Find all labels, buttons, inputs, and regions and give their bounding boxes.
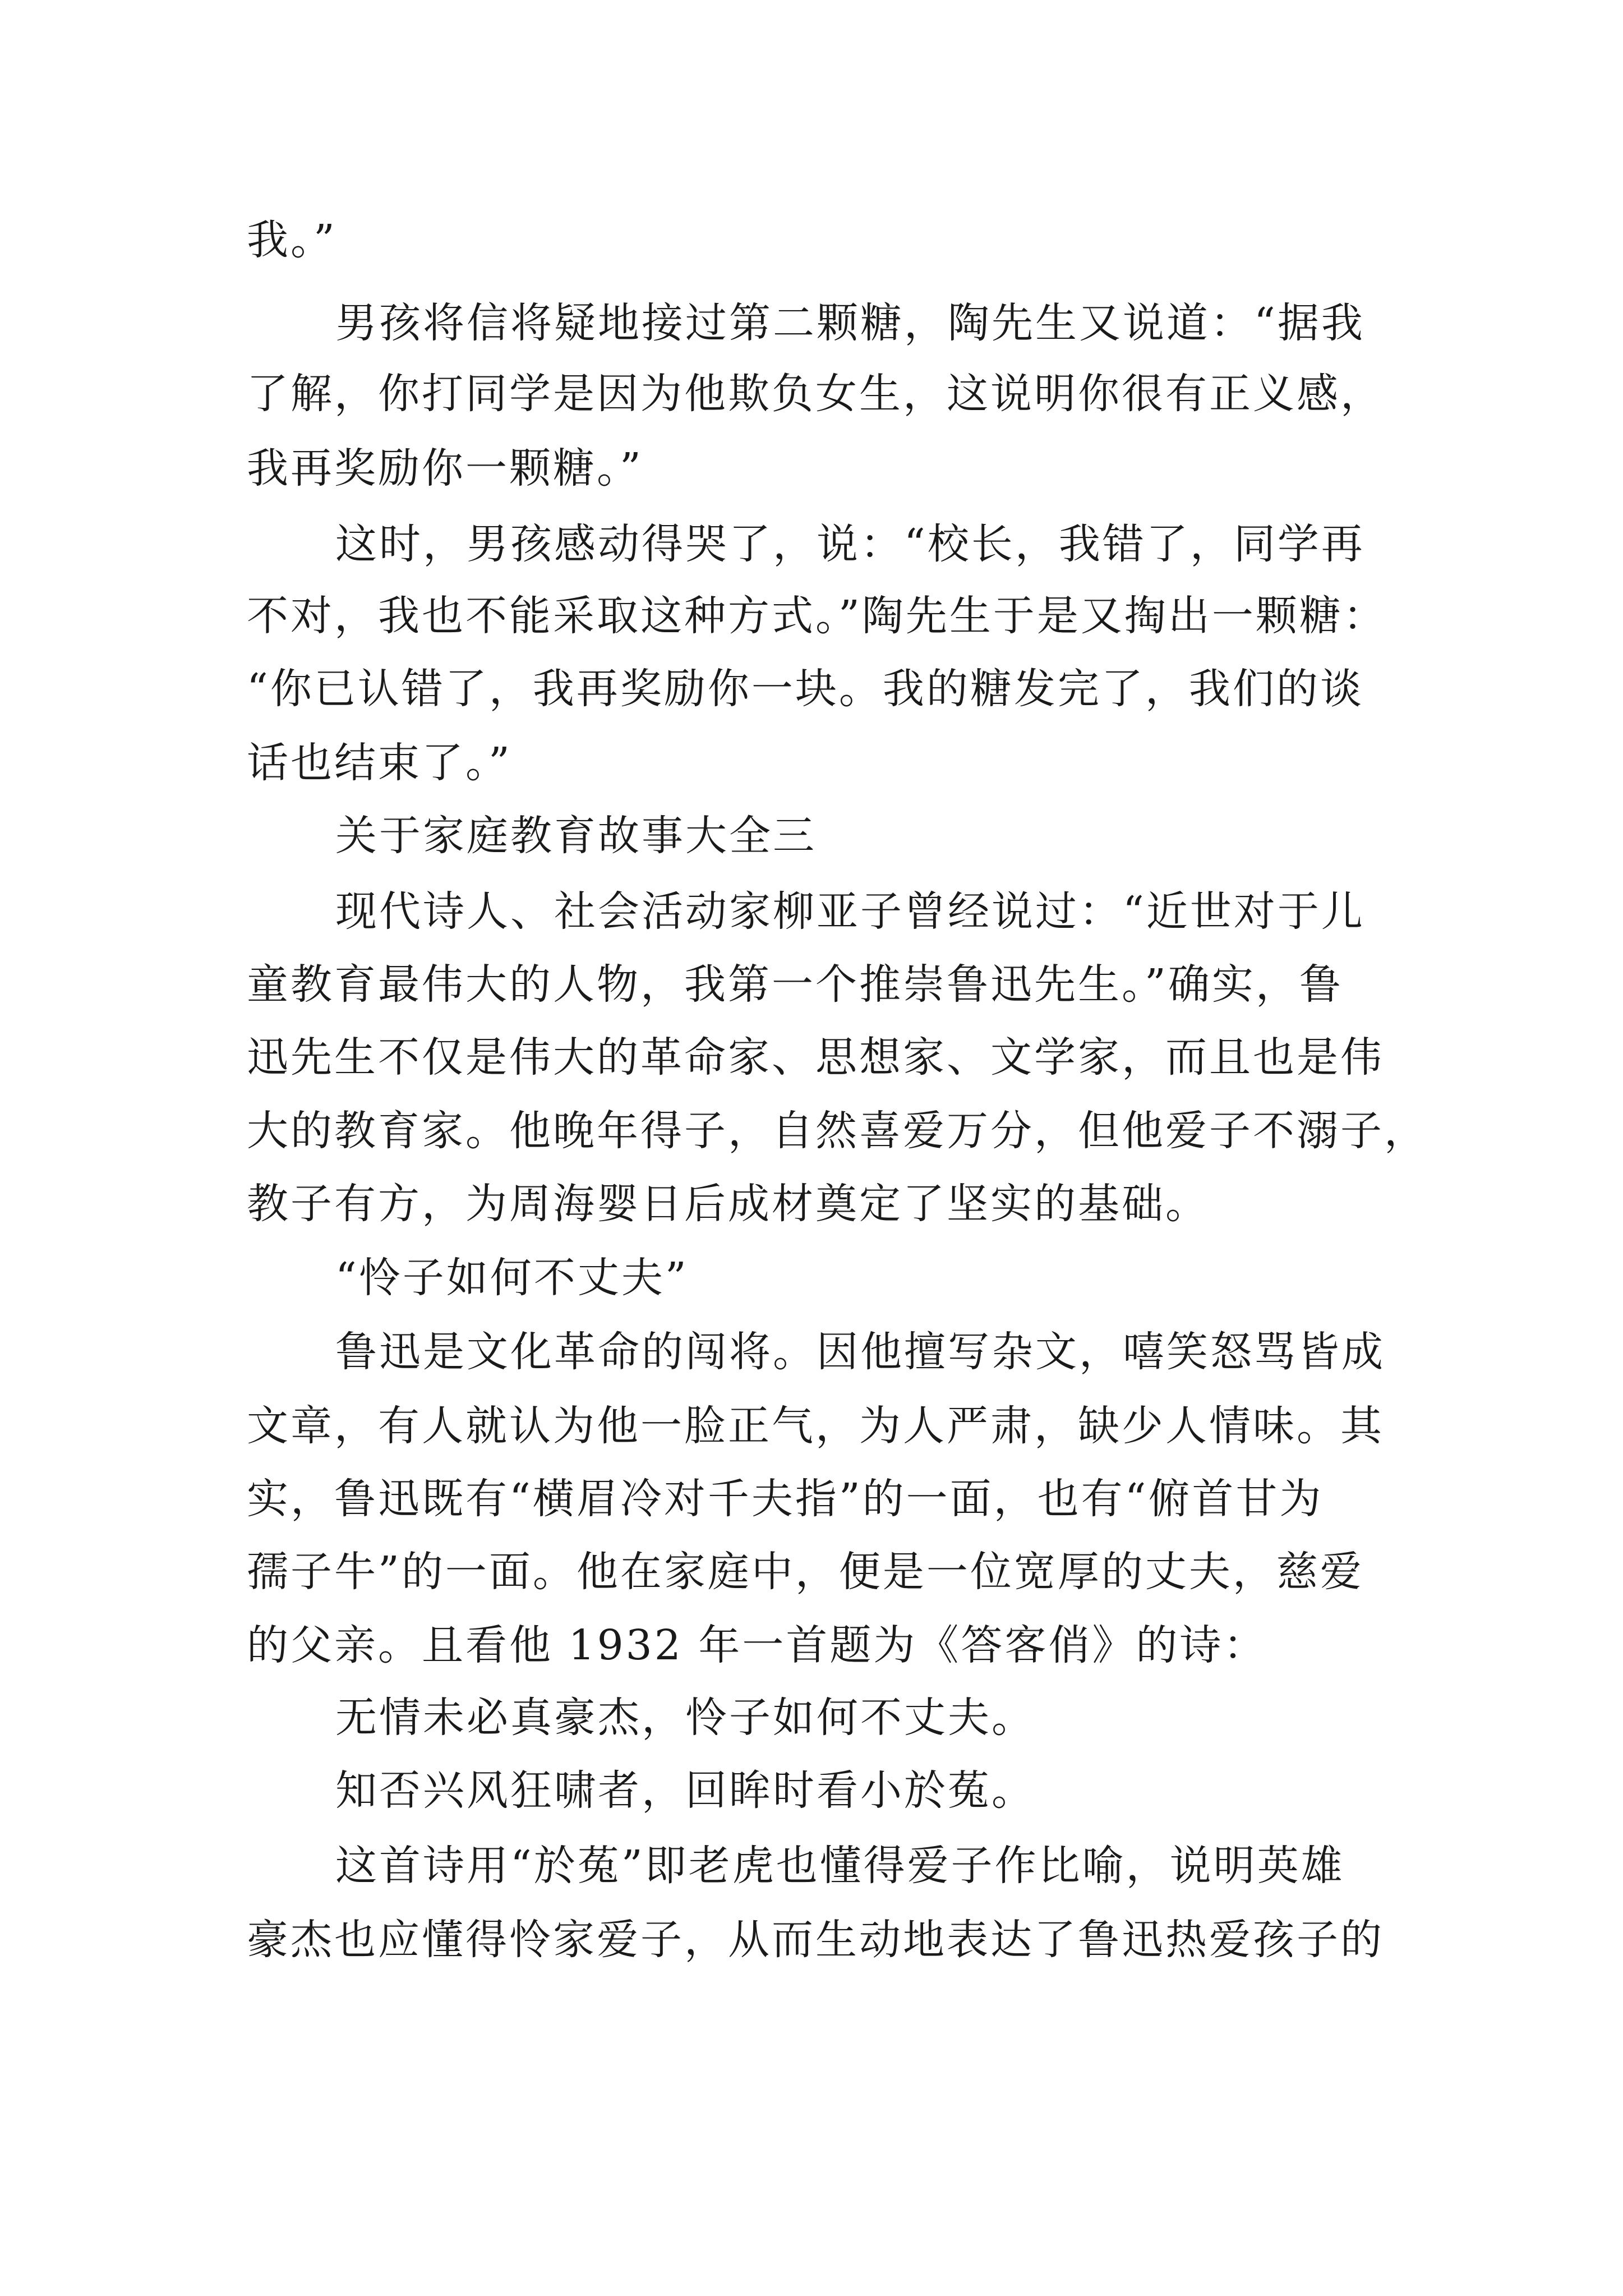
text-line: 迅先生不仅是伟大的革命家、思想家、文学家，而且也是伟 — [247, 1033, 1384, 1082]
text-line: 大的教育家。他晚年得子，自然喜爱万分，但他爱子不溺子， — [247, 1107, 1428, 1155]
poem-line: 无情未必真豪杰，怜子如何不丈夫。 — [335, 1694, 1035, 1742]
text-line: 的父亲。且看他 1932 年一首题为《答客俏》的诗： — [247, 1621, 1267, 1669]
subsection-heading: “怜子如何不丈夫” — [335, 1254, 689, 1302]
text-line: 童教育最伟大的人物，我第一个推崇鲁迅先生。”确实，鲁 — [247, 960, 1343, 1009]
poem-line: 知否兴风狂啸者，回眸时看小於菟。 — [335, 1766, 1035, 1815]
text-line: 这时，男孩感动得哭了，说：“校长，我错了，同学再 — [335, 520, 1365, 568]
text-line: 教子有方，为周海婴日后成材奠定了坚实的基础。 — [247, 1180, 1209, 1228]
text-line: “你已认错了，我再奖励你一块。我的糖发完了，我们的谈 — [247, 665, 1364, 713]
text-line: 男孩将信将疑地接过第二颗糖，陶先生又说道：“据我 — [335, 299, 1365, 347]
text-line: 这首诗用“於菟”即老虎也懂得爱子作比喻，说明英雄 — [335, 1842, 1345, 1890]
text-line: 文章，有人就认为他一脸正气，为人严肃，缺少人情味。其 — [247, 1402, 1384, 1450]
text-line: 孺子牛”的一面。他在家庭中，便是一位宽厚的丈夫，慈爱 — [247, 1548, 1364, 1596]
section-heading: 关于家庭教育故事大全三 — [335, 812, 817, 860]
text-line: 了解，你打同学是因为他欺负女生，这说明你很有正义感， — [247, 370, 1384, 418]
text-line: 鲁迅是文化革命的闯将。因他擅写杂文，嘻笑怒骂皆成 — [335, 1328, 1385, 1376]
text-line: 我再奖励你一颗糖。” — [247, 444, 643, 493]
text-line: 话也结束了。” — [247, 739, 512, 787]
text-line: 我。” — [247, 216, 337, 264]
text-line: 实，鲁迅既有“横眉冷对千夫指”的一面，也有“俯首甘为 — [247, 1475, 1324, 1523]
text-line: 不对，我也不能采取这种方式。”陶先生于是又掏出一颗糖： — [247, 592, 1387, 640]
text-line: 豪杰也应懂得怜家爱子，从而生动地表达了鲁迅热爱孩子的 — [247, 1916, 1384, 1964]
text-line: 现代诗人、社会活动家柳亚子曾经说过：“近世对于儿 — [335, 887, 1365, 936]
